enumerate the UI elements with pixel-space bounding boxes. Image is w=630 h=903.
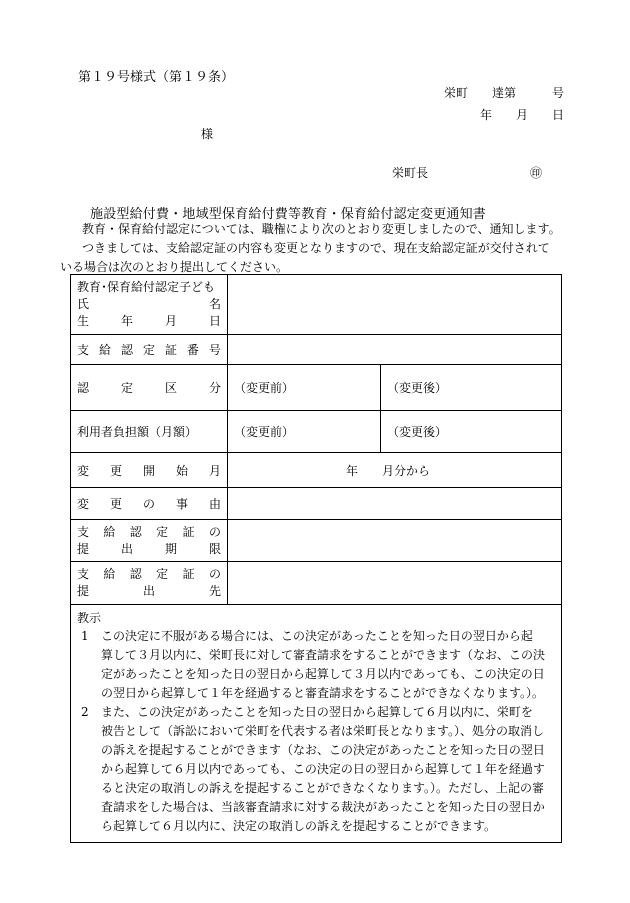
deadline-label: 支 給 認 定 証 の 提 出 期 限: [71, 520, 228, 562]
reason-value[interactable]: [228, 488, 562, 520]
addressee-suffix: 様: [201, 127, 214, 141]
row-notice: [71, 605, 562, 843]
deadline-value[interactable]: [228, 520, 562, 562]
intro-paragraph-2a: つきましては、支給認定証の内容も変更となりますので、現在支給認定証が交付されて: [82, 241, 550, 255]
row-deadline: [71, 520, 562, 562]
category-label: 認 定 区 分: [71, 365, 228, 411]
cert-number-label: 支 給 認 定 証 番 号: [71, 335, 228, 365]
row-child: [71, 275, 562, 335]
name-label: 氏 名: [77, 297, 221, 311]
reason-label: 変 更 の 事 由: [71, 488, 228, 520]
category-after[interactable]: （変更後）: [381, 365, 562, 411]
row-reason: [71, 488, 562, 520]
issue-number: 栄町 達第 号: [443, 86, 564, 100]
child-label-heading: 教育･保育給付認定子ども: [77, 280, 216, 294]
intro-paragraph-2b: いる場合は次のとおり提出してください。: [60, 260, 289, 274]
start-month-label: 変 更 開 始 月: [71, 453, 228, 488]
issue-date: 年 月 日: [479, 108, 564, 122]
row-cert-number: [71, 335, 562, 365]
notice-item-1: 1 この決定に不服がある場合には、この決定があったことを知った日の翌日から起 算して３月以内に、栄町長に対して審査請求をすることができます（なお、この決 定があったことを知った日の翌日から起算して３月以内であっても、この決定の日 の翌日から起算して１年を経過すると審査請求をすることができなくなります。）。: [81, 629, 546, 700]
notice-cell: [71, 605, 562, 843]
destination-value[interactable]: [228, 562, 562, 605]
document-title: 施設型給付費・地域型保育給付費等教育・保育給付認定変更通知書: [90, 207, 487, 222]
child-label-cell: [71, 275, 228, 335]
seal-mark: ㊞: [530, 166, 543, 180]
notice-item-2: 2 また、この決定があったことを知った日の翌日から起算して６月以内に、栄町を 被告として（訴訟において栄町を代表する者は栄町長となります。）、処分の取消し の訴えを提起することができます（なお、この決定があったことを知った日の翌日 から起算して６月以内であっても、この決定の日の翌日から起算して１年を経過す ると決定の取消しの訴えを提起することができなくなります。）。ただし、上記の審 査請求をした場合は、当該審査請求に対する裁決があったことを知った日の翌日か ら起算して６月以内に、決定の取消しの訴えを提起することができます。: [81, 705, 545, 833]
start-month-value[interactable]: 年 月分から: [228, 453, 562, 488]
burden-after[interactable]: （変更後）: [381, 411, 562, 453]
notice-heading: 教示: [77, 611, 102, 625]
burden-before[interactable]: （変更前）: [228, 411, 381, 453]
row-burden: [71, 411, 562, 453]
birthdate-label: 生 年 月 日: [77, 314, 221, 328]
row-category: [71, 365, 562, 411]
category-before[interactable]: （変更前）: [228, 365, 381, 411]
row-destination: [71, 562, 562, 605]
row-start-month: [71, 453, 562, 488]
notification-table: [70, 274, 562, 843]
burden-label: 利用者負担額（月額）: [71, 411, 228, 453]
child-value-cell[interactable]: [228, 275, 562, 335]
cert-number-value[interactable]: [228, 335, 562, 365]
destination-label: 支 給 認 定 証 の 提 出 先: [71, 562, 228, 605]
intro-paragraph-1: 教育・保育給付認定については、職権により次のとおり変更しましたので、通知します。: [82, 222, 561, 236]
issuer-name: 栄町長: [392, 166, 429, 180]
form-number: 第１９号様式（第１９条）: [78, 70, 235, 85]
